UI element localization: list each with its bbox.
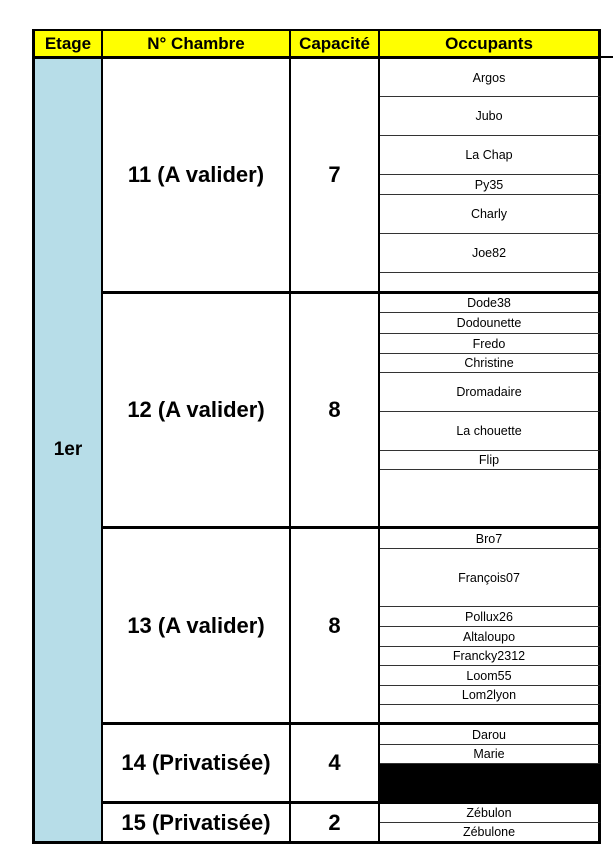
room-11-name (103, 59, 291, 294)
capacity-text: 8 (328, 397, 341, 422)
occupant-cell (380, 412, 601, 451)
header-etage-label: Etage (44, 33, 92, 53)
occupant-name: Joe82 (471, 246, 507, 260)
occupant-cell (380, 823, 601, 844)
occupant-name: Argos (472, 70, 506, 85)
header-etage (32, 29, 103, 59)
occupant-cell (380, 451, 601, 470)
occupant-name: Charly (470, 207, 508, 221)
room-name-text: 12 (A valider) (127, 397, 265, 422)
occupant-cell (380, 549, 601, 607)
capacity-text: 4 (328, 750, 341, 775)
occupant-name: Bro7 (475, 531, 503, 546)
room-13-name (103, 529, 291, 725)
occupant-cell (380, 627, 601, 647)
occupant-name: Dromadaire (456, 385, 522, 399)
occupant-name: Py35 (474, 177, 504, 192)
occupant-cell (380, 666, 601, 686)
occupant-cell-empty (380, 470, 601, 529)
occupant-name: Loom55 (466, 668, 512, 683)
occupant-name: Zébulon (466, 806, 512, 820)
occupant-name: François07 (458, 570, 520, 585)
room-15-name (103, 804, 291, 844)
room-14-name (103, 725, 291, 804)
occupant-name: Lom2lyon (461, 688, 517, 702)
occupant-name: Darou (471, 727, 507, 742)
occupant-name: Fredo (472, 336, 506, 351)
room-name-text: 11 (A valider) (127, 162, 265, 187)
occupant-cell-empty (380, 273, 601, 294)
occupant-cell (380, 97, 601, 136)
occupant-cell (380, 647, 601, 666)
occupant-cell (380, 354, 601, 373)
occupant-name: Francky2312 (452, 649, 526, 663)
occupant-name: Pollux26 (465, 609, 513, 624)
occupant-cell (380, 804, 601, 823)
header-capacite-label: Capacité (299, 33, 370, 53)
occupant-cell (380, 59, 601, 97)
room-name-text: 13 (A valider) (127, 612, 265, 638)
occupant-name: Dode38 (467, 296, 511, 310)
capacity-text: 2 (328, 809, 341, 835)
redacted-block (380, 764, 601, 804)
occupant-cell (380, 745, 601, 764)
room-13-capacity (291, 529, 380, 725)
occupant-name: La Chap (465, 148, 513, 162)
occupant-name: Flip (478, 453, 500, 467)
capacity-text: 7 (328, 162, 341, 187)
occupant-cell (380, 195, 601, 234)
occupant-cell (380, 313, 601, 334)
occupant-cell (380, 686, 601, 705)
room-name-text: 14 (Privatisée) (121, 750, 271, 775)
header-bottom-extension (600, 56, 613, 58)
occupant-cell (380, 175, 601, 195)
room-12-name (103, 294, 291, 529)
occupant-name: Christine (464, 356, 514, 370)
room-name-text: 15 (Privatisée) (121, 809, 271, 835)
occupant-cell-empty (380, 705, 601, 725)
occupant-cell (380, 529, 601, 549)
occupant-cell (380, 294, 601, 313)
room-14-capacity (291, 725, 380, 804)
occupant-cell (380, 334, 601, 354)
occupant-cell (380, 725, 601, 745)
occupant-cell (380, 136, 601, 175)
floor-cell (32, 59, 103, 844)
header-occupants-label: Occupants (445, 33, 533, 53)
capacity-text: 8 (328, 612, 341, 638)
header-chambre-label: N° Chambre (147, 33, 245, 53)
occupant-name: Zébulone (462, 825, 516, 839)
occupant-name: Jubo (475, 109, 503, 123)
occupant-cell (380, 373, 601, 412)
occupant-name: Altaloupo (462, 629, 516, 644)
header-occupants (380, 29, 601, 59)
floor-label: 1er (53, 439, 83, 460)
occupant-name: Dodounette (456, 316, 522, 330)
occupant-name: Marie (473, 747, 505, 761)
room-15-capacity (291, 804, 380, 844)
header-chambre (103, 29, 291, 59)
room-12-capacity (291, 294, 380, 529)
occupant-cell (380, 234, 601, 273)
header-capacite (291, 29, 380, 59)
occupant-cell (380, 607, 601, 627)
room-11-capacity (291, 59, 380, 294)
occupant-name: La chouette (456, 424, 522, 438)
